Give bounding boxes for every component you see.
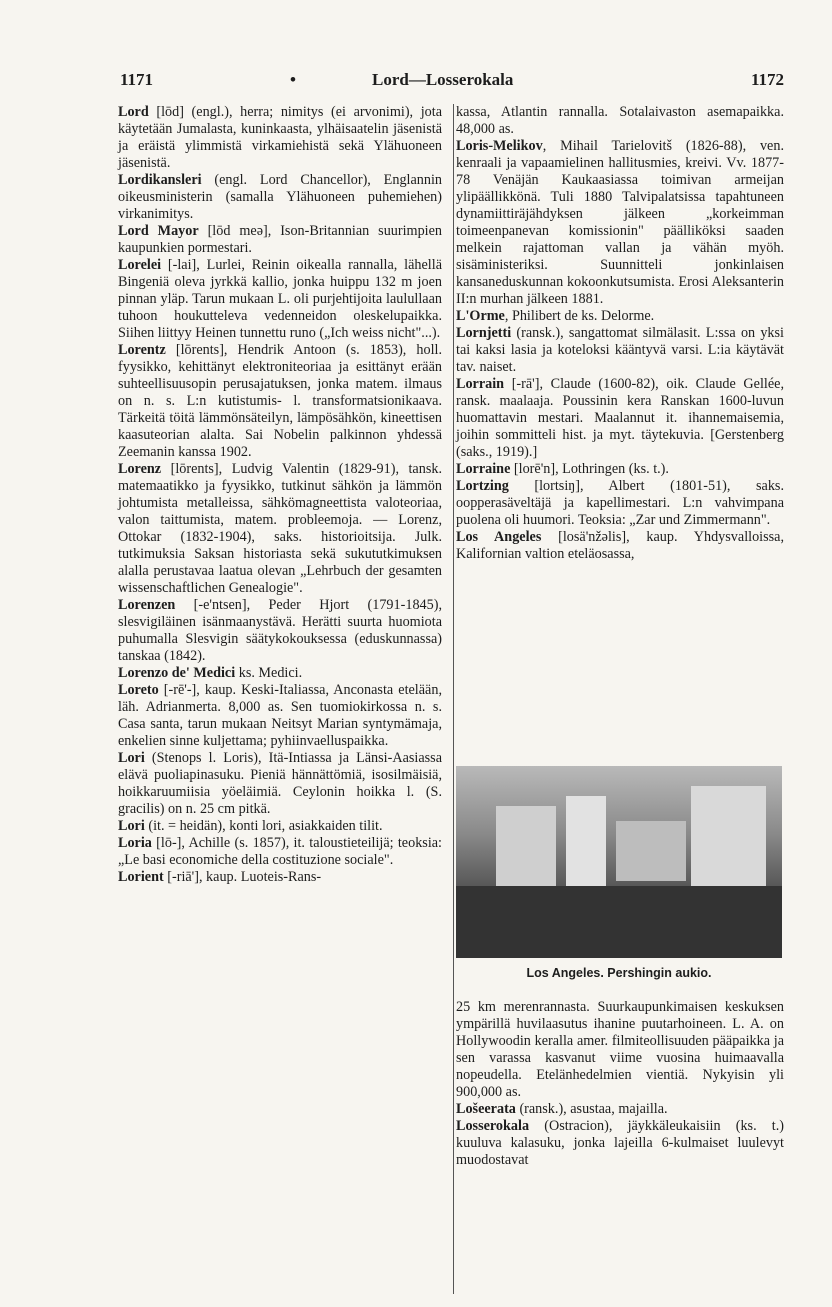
entry-headword: Los Angeles xyxy=(456,529,542,545)
entry-headword: Loris-Melikov xyxy=(456,138,543,154)
entry xyxy=(118,682,442,750)
entry xyxy=(456,308,784,325)
entry-text: (Stenops l. Loris), Itä-Intiassa ja Länsi-Aasiassa elävä puoliapinasuku. Pieniä hännättömiä, isosilmäisiä, hoikkaruumiisia yöeläimiä. Ceylonin hoikka l. (S. gracilis) on n. 25 cm pitkä. xyxy=(118,750,442,817)
entry-headword: Lorient xyxy=(118,869,164,885)
entry-text: [-rā'], Claude (1600-82), oik. Claude Gellée, ransk. maalaaja. Poussinin kera Ranskan 1600-luvun huomattavin mestari. Maalannut it. ihannemaisemia, joihin sommitteli hist. ja myt. täytekuvia. [Gerstenberg (saks., 1919).] xyxy=(456,376,784,460)
page-title: Lord—Losserokala xyxy=(372,70,514,89)
entry-text: , Philibert de ks. Delorme. xyxy=(504,308,655,324)
page-number-left: 1171 xyxy=(120,70,154,89)
entry-headword: Lošeerata xyxy=(456,1101,516,1117)
entry-text: (it. = heidän), konti lori, asiakkaiden tilit. xyxy=(144,818,383,834)
entry-text: [-e'ntsen], Peder Hjort (1791-1845), slesvigiläinen isänmaanystävä. Herätti suurta huomiota puhumalla Slesvigin säätykokouksessa (eduskunnassa) tanskaa (1842). xyxy=(118,597,442,664)
entry-text: [lōrents], Ludvig Valentin (1829-91), tansk. matemaatikko ja fyysikko, tutkinut sähkön ja lämmön johtumista metalleissa, sähkömagneettista valoteoriaa, valon taittumista, matem. probleemoja. — Lorenz, Ottokar (1832-1904), saks. historioitsija. Julk. tutkimuksia Saksan historiasta sekä sukututkimuksen alalla perustavaa laatua olevan „Lehrbuch der gesamten wissenschaftlichen Genealogie". xyxy=(118,461,442,596)
entry xyxy=(118,597,442,665)
right-column-top xyxy=(456,104,784,563)
entry-text: [-rē'-], kaup. Keski-Italiassa, Anconasta etelään, läh. Adrianmerta. 8,000 as. Sen tuomiokirkossa n. s. Casa santa, tarun mukaan Neitsyt Marian syntymämaja, enkelien sinne kuljettama; pyhiinvaelluspaikka. xyxy=(118,682,442,749)
entry-headword: Lornjetti xyxy=(456,325,512,341)
entry-headword: Lori xyxy=(118,750,145,766)
entry-text: (ransk.), asustaa, majailla. xyxy=(515,1101,668,1117)
entry-headword: Lorenz xyxy=(118,461,162,477)
entry xyxy=(456,325,784,376)
entry-text: (engl. Lord Chancellor), Englannin oikeusministerin (samalla Ylähuoneen puhemiehen) virkanimitys. xyxy=(118,172,442,222)
entry-headword: L'Orme xyxy=(456,308,505,324)
entry xyxy=(118,172,442,223)
entry-text: [lorē'n], Lothringen (ks. t.). xyxy=(510,461,669,477)
entry-headword: Lorrain xyxy=(456,376,505,392)
entry-text: 25 km merenrannasta. Suurkaupunkimaisen keskuksen ympärillä huvilaasutus ihanine puutarhoineen. L. A. on Hollywoodin keralla amer. filmiteollisuuden pääpaikka ja sen varassa kasvanut viime vuosina huimaavalla nopeudella. Etelänhedelmien vientiä. Nykyisin yli 900,000 as. xyxy=(456,999,784,1100)
entry-text: [lōd] (engl.), herra; nimitys (ei arvonimi), jota käytetään Jumalasta, kuninkaasta, ylhäisaatelin jäsenistä ja eräistä ylimmistä virkamiehistä sekä Ylähuoneen jäsenistä. xyxy=(118,104,442,171)
entry-headword: Lori xyxy=(118,818,145,834)
entry-text: (Ostracion), jäykkäleukaisiin (ks. t.) kuuluva kalasuku, jonka lajeilla 6-kulmaiset luulevyt muodostavat xyxy=(456,1118,784,1168)
entry xyxy=(456,104,784,138)
entry-text: [lōrents], Hendrik Antoon (s. 1853), holl. fyysikko, kehittänyt elektroniteoriaa ja esittänyt erään suhteellisuusopin perusajatuksen, jonka matem. ilmaus on n. s. L:n kutistumis- l. transformatsionikaava. Tärkeitä töitä lämmönsäteilyn, lämpösähkön, kineettisen kaasuteorian alalta. Sai Nobelin palkinnon yhdessä Zeemanin kanssa 1902. xyxy=(118,342,442,460)
entry xyxy=(118,461,442,597)
entry-text: , Mihail Tarielovitš (1826-88), ven. kenraali ja vapaamielinen hallitusmies, kreivi. Vv. 1877-78 Venäjän Kaukaasiassa toimivan armeijan ylipäällikkönä. Tuli 1880 Talvipalatsissa tapahtuneen dynamiittiräjähdyksen jälkeen „korkeimman toimeenpanevan komissionin" päälliköksi saaden melkein rajattoman vallan ja vähän myöh. sisäministeriksi. Suunnitteli jonkinlaisen kansaneduskunnan kokoonkutsumista. Erosi Aleksanterin II:n murhan jälkeen 1881. xyxy=(456,138,784,307)
entry xyxy=(118,835,442,869)
entry xyxy=(118,257,442,342)
entry xyxy=(118,750,442,818)
entry xyxy=(456,376,784,461)
entry xyxy=(118,223,442,257)
entry-text: [-lai], Lurlei, Reinin oikealla rannalla, lähellä Bingeniä oleva jyrkkä kallio, jonka huippu 132 m joen pinnan yläp. Tarun mukaan L. oli purjehtijoita laulullaan tuhoon houkutteleva vedenneidon oleskelupaikka. Siihen liittyy Heinen tunnettu runo („Ich weiss nicht"...). xyxy=(118,257,442,341)
entry xyxy=(456,529,784,563)
entry-headword: Loria xyxy=(118,835,152,851)
los-angeles-photo xyxy=(456,766,782,958)
entry-headword: Lorenzo de' Medici xyxy=(118,665,236,681)
entry-text: [-riā'], kaup. Luoteis-Rans- xyxy=(163,869,322,885)
photo-caption: Los Angeles. Pershingin aukio. xyxy=(526,966,712,980)
entry-headword: Loreto xyxy=(118,682,159,698)
column-divider xyxy=(453,104,454,1294)
entry xyxy=(456,999,784,1101)
entry-headword: Lord Mayor xyxy=(118,223,199,239)
entry-headword: Lorentz xyxy=(118,342,166,358)
entry xyxy=(456,138,784,308)
entry xyxy=(456,461,784,478)
entry-headword: Lorraine xyxy=(456,461,511,477)
entry-text: [lōd meə], Ison-Britannian suurimpien kaupunkien pormestari. xyxy=(118,223,443,256)
entry-text: (ransk.), sangattomat silmälasit. L:ssa on yksi tai kaksi lasia ja koteloksi kääntyvä varsi. L:ia käytävät tav. naiset. xyxy=(456,325,784,375)
entry-text: [losä'nžəlis], kaup. Yhdysvalloissa, Kalifornian valtion eteläosassa, xyxy=(456,529,784,562)
entry-headword: Lorenzen xyxy=(118,597,176,613)
entry xyxy=(118,869,442,886)
entry-headword: Lortzing xyxy=(456,478,509,494)
entry xyxy=(118,342,442,461)
entry xyxy=(118,104,442,172)
entry-text: [lō-], Achille (s. 1857), it. taloustieteilijä; teoksia: „Le basi economiche della costituzione sociale". xyxy=(118,835,442,868)
entry-text: [lortsiŋ], Albert (1801-51), saks. oopperasäveltäjä ja kapellimestari. L:n vahvimpana puolena oli huumori. Teoksia: „Zar und Zimmermann". xyxy=(456,478,784,528)
entry-text: kassa, Atlantin rannalla. Sotalaivaston asemapaikka. 48,000 as. xyxy=(456,104,784,137)
page-number-right: 1172 xyxy=(750,70,784,89)
entry xyxy=(118,818,442,835)
entry-headword: Lordikansleri xyxy=(118,172,202,188)
entry-headword: Lorelei xyxy=(118,257,162,273)
entry-headword: Lord xyxy=(118,104,149,120)
header-dot: • xyxy=(290,70,296,89)
left-column xyxy=(118,104,442,886)
entry xyxy=(456,1101,784,1118)
right-column-bottom xyxy=(456,999,784,1169)
entry-headword: Losserokala xyxy=(456,1118,530,1134)
page-header xyxy=(0,70,832,94)
entry xyxy=(118,665,442,682)
entry xyxy=(456,1118,784,1169)
entry-text: ks. Medici. xyxy=(235,665,303,681)
entry xyxy=(456,478,784,529)
